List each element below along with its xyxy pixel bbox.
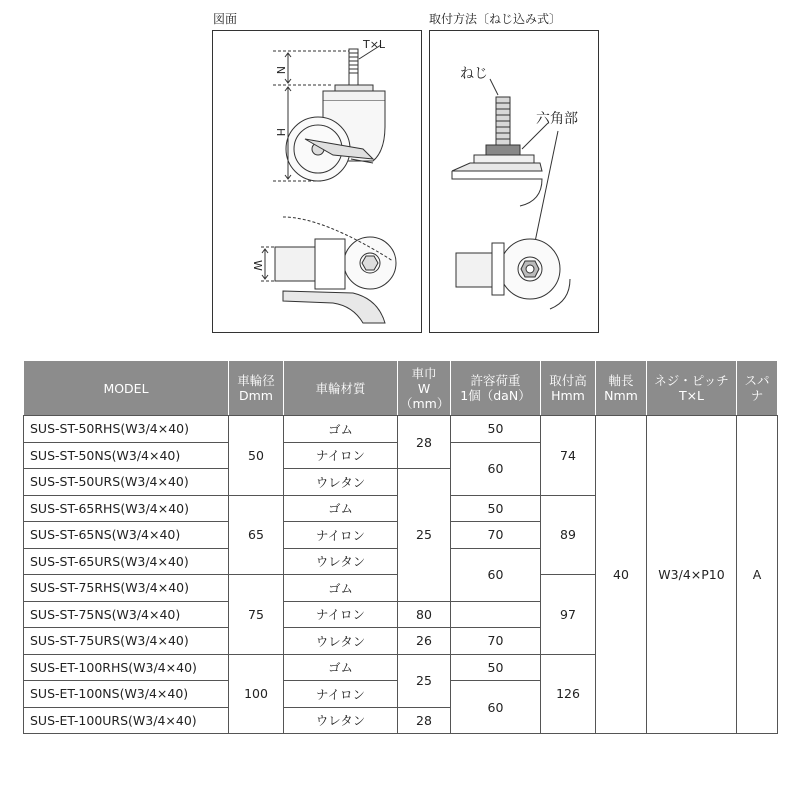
model-cell: SUS-ST-75URS(W3/4×40)	[24, 628, 229, 655]
table-row	[24, 416, 778, 443]
model-cell: SUS-ST-75RHS(W3/4×40)	[24, 575, 229, 602]
spec-table	[23, 360, 778, 734]
material-cell: ウレタン	[284, 707, 398, 734]
material-cell: ゴム	[284, 495, 398, 522]
screw-label: ねじ	[460, 66, 488, 82]
header-height: 取付高 Hmm	[541, 361, 596, 416]
model-cell: SUS-ST-50NS(W3/4×40)	[24, 442, 229, 469]
height-cell: 89	[541, 495, 596, 575]
model-cell: SUS-ET-100RHS(W3/4×40)	[24, 654, 229, 681]
height-cell: 97	[541, 575, 596, 655]
load-cell: 50	[451, 654, 541, 681]
header-model: MODEL	[24, 361, 229, 416]
model-cell: SUS-ST-75NS(W3/4×40)	[24, 601, 229, 628]
width-cell: 26	[398, 628, 451, 655]
spanner-cell: A	[737, 416, 778, 734]
load-cell: 60	[451, 548, 541, 601]
material-cell: ナイロン	[284, 681, 398, 708]
h-dim-label: H	[274, 128, 287, 137]
model-cell: SUS-ST-50RHS(W3/4×40)	[24, 416, 229, 443]
header-spanner: スパナ	[737, 361, 778, 416]
mounting-method-panel	[429, 30, 599, 333]
w-dim-label: W	[251, 260, 264, 271]
mounting-drawing	[430, 31, 598, 332]
width-cell: 25	[398, 469, 451, 602]
load-cell: 60	[451, 681, 541, 734]
material-cell: ウレタン	[284, 469, 398, 496]
header-load: 許容荷重 1個（daN）	[451, 361, 541, 416]
load-cell: 70	[451, 628, 541, 655]
material-cell: ウレタン	[284, 548, 398, 575]
header-pitch: ネジ・ピッチ T×L	[647, 361, 737, 416]
load-cell: 50	[451, 416, 541, 443]
model-cell: SUS-ST-65NS(W3/4×40)	[24, 522, 229, 549]
caster-drawing	[213, 31, 421, 332]
model-cell: SUS-ST-65URS(W3/4×40)	[24, 548, 229, 575]
shaft-cell: 40	[596, 416, 647, 734]
diameter-cell: 75	[229, 575, 284, 655]
load-cell: 50	[451, 495, 541, 522]
header-width: 車巾 W（mm）	[398, 361, 451, 416]
load-cell: 70	[451, 522, 541, 549]
material-cell: ナイロン	[284, 522, 398, 549]
drawing-caption: 図面	[213, 12, 238, 26]
model-cell: SUS-ST-65RHS(W3/4×40)	[24, 495, 229, 522]
model-cell: SUS-ET-100URS(W3/4×40)	[24, 707, 229, 734]
header-shaft: 軸長 Nmm	[596, 361, 647, 416]
header-material: 車輪材質	[284, 361, 398, 416]
material-cell: ゴム	[284, 575, 398, 602]
load-cell: 80	[398, 601, 451, 628]
height-cell: 74	[541, 416, 596, 496]
diameter-cell: 50	[229, 416, 284, 496]
dimension-drawing-panel	[212, 30, 422, 333]
material-cell: ナイロン	[284, 442, 398, 469]
txl-dim-label: T×L	[363, 38, 386, 51]
n-dim-label: N	[274, 66, 287, 75]
pitch-cell: W3/4×P10	[647, 416, 737, 734]
material-cell: ゴム	[284, 654, 398, 681]
header-diameter: 車輪径 Dmm	[229, 361, 284, 416]
material-cell: ウレタン	[284, 628, 398, 655]
model-cell: SUS-ET-100NS(W3/4×40)	[24, 681, 229, 708]
header-row	[24, 361, 778, 416]
diameter-cell: 65	[229, 495, 284, 575]
width-cell: 25	[398, 654, 451, 707]
material-cell: ゴム	[284, 416, 398, 443]
mounting-caption: 取付方法〔ねじ込み式〕	[429, 12, 562, 26]
material-cell: ナイロン	[284, 601, 398, 628]
width-cell: 28	[398, 707, 451, 734]
model-cell: SUS-ST-50URS(W3/4×40)	[24, 469, 229, 496]
diameter-cell: 100	[229, 654, 284, 734]
load-cell: 60	[451, 442, 541, 495]
width-cell: 28	[398, 416, 451, 469]
height-cell: 126	[541, 654, 596, 734]
hex-label: 六角部	[536, 111, 578, 127]
